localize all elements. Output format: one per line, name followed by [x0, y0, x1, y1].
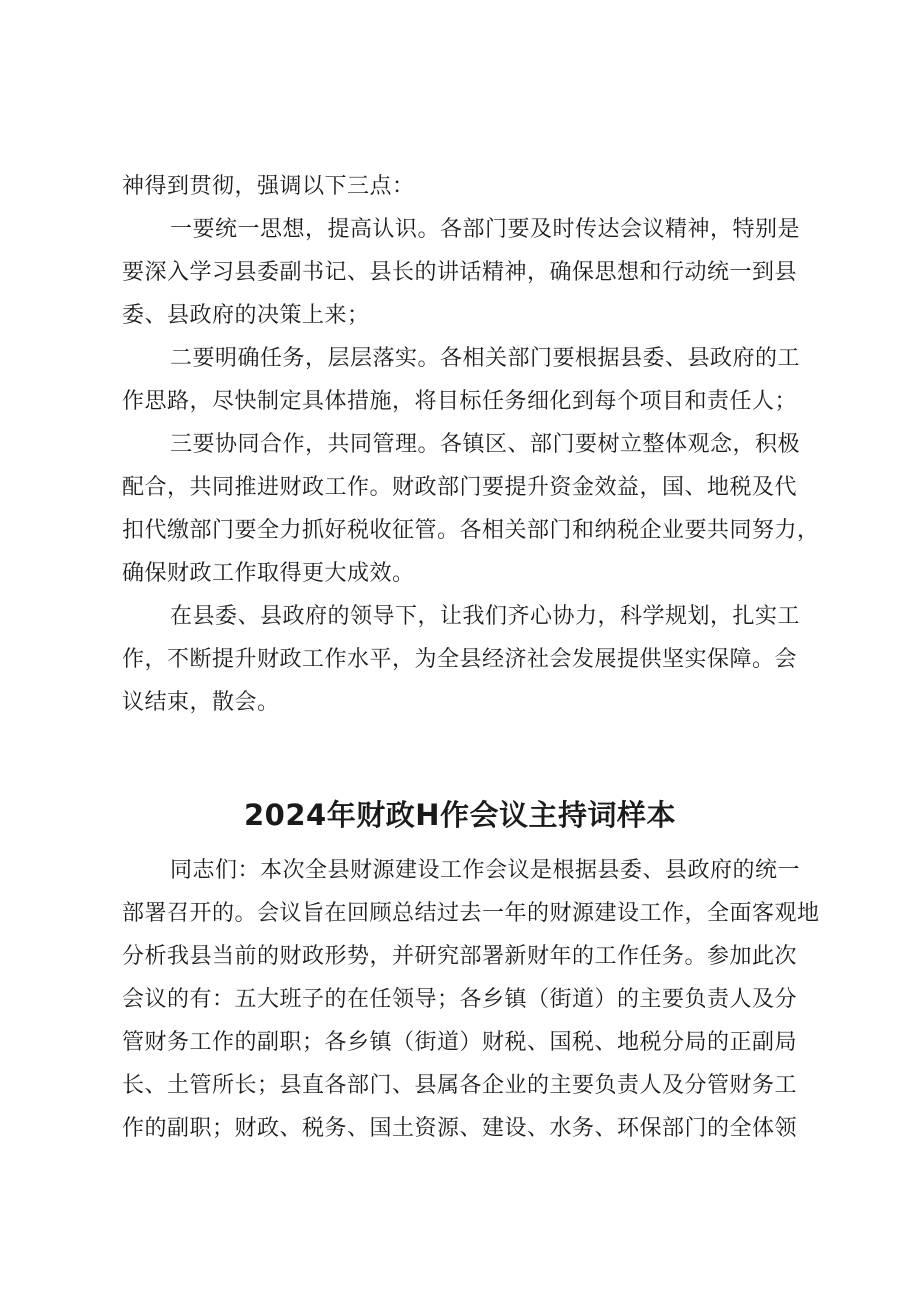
- paragraph-line: 作思路，尽快制定具体措施，将目标任务细化到每个项目和责任人；: [122, 389, 798, 414]
- paragraph-line: 长、土管所长；县直各部门、县属各企业的主要负责人及分管财务工: [122, 1073, 798, 1098]
- paragraph-line: 会议的有：五大班子的在任领导；各乡镇（街道）的主要负责人及分: [122, 987, 798, 1012]
- paragraph-line: 作的副职；财政、税务、国土资源、建设、水务、环保部门的全体领: [122, 1116, 798, 1141]
- paragraph-line: 议结束，散会。: [122, 690, 280, 715]
- document-title: 2024年财政H作会议主持词样本: [244, 798, 676, 832]
- paragraph-line: 二要明确任务，层层落实。各相关部门要根据县委、县政府的工: [170, 346, 801, 371]
- paragraph-line: 扣代缴部门要全力抓好税收征管。各相关部门和纳税企业要共同努力，: [122, 518, 820, 543]
- paragraph-line: 委、县政府的决策上来；: [122, 303, 370, 328]
- paragraph-line: 分析我县当前的财政形势，并研究部署新财年的工作任务。参加此次: [122, 944, 798, 969]
- paragraph-line: 要深入学习县委副书记、县长的讲话精神，确保思想和行动统一到县: [122, 260, 798, 285]
- paragraph-line: 作，不断提升财政工作水平，为全县经济社会发展提供坚实保障。会: [122, 647, 798, 672]
- paragraph-line: 配合，共同推进财政工作。财政部门要提升资金效益，国、地税及代: [122, 475, 798, 500]
- paragraph-line: 在县委、县政府的领导下，让我们齐心协力，科学规划，扎实工: [170, 604, 801, 629]
- paragraph-line: 同志们：本次全县财源建设工作会议是根据县委、县政府的统一: [170, 858, 801, 883]
- paragraph-line: 确保财政工作取得更大成效。: [122, 561, 415, 586]
- paragraph-line: 三要协同合作，共同管理。各镇区、部门要树立整体观念，积极: [170, 432, 801, 457]
- paragraph-line: 部署召开的。会议旨在回顾总结过去一年的财源建设工作，全面客观地: [122, 901, 820, 926]
- paragraph-line: 管财务工作的副职；各乡镇（街道）财税、国税、地税分局的正副局: [122, 1030, 798, 1055]
- paragraph-line: 一要统一思想，提高认识。各部门要及时传达会议精神，特别是: [170, 217, 801, 242]
- paragraph-line: 神得到贯彻，强调以下三点：: [122, 174, 415, 199]
